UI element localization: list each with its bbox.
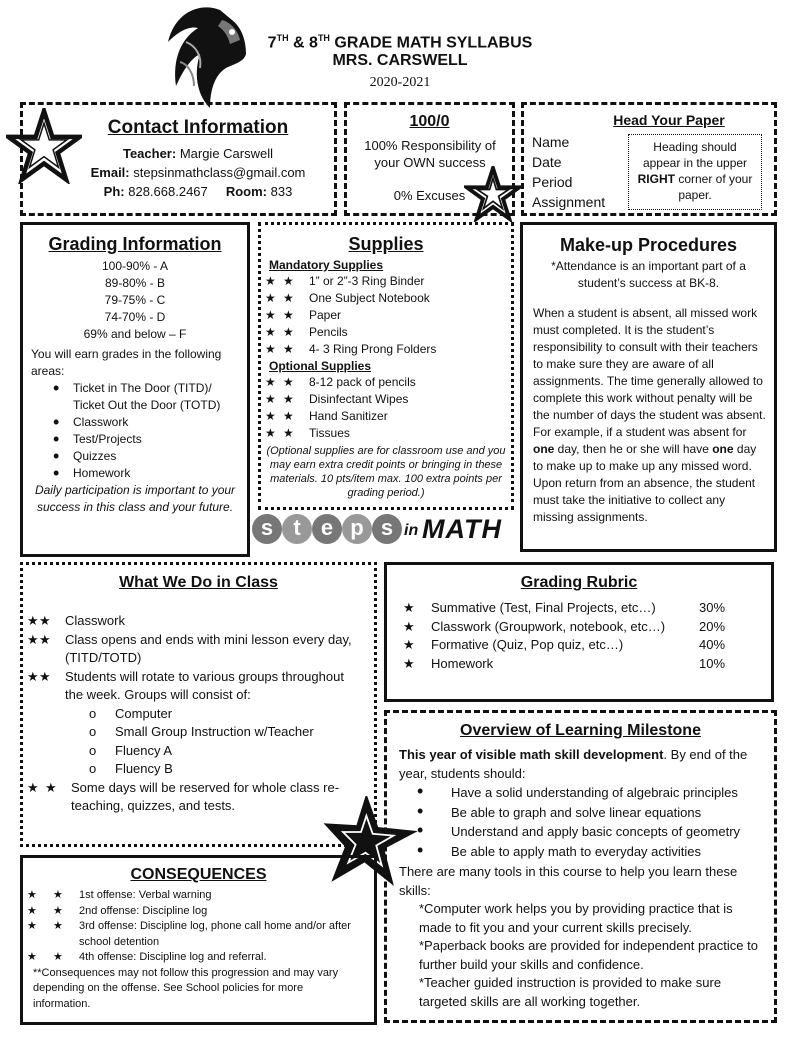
supplies-box	[258, 222, 514, 510]
consequences-note: **Consequences may not follow this progression and may vary depending on the offense. See School policies for more information.	[33, 966, 339, 1010]
consequences-title: CONSEQUENCES	[130, 866, 267, 883]
rubric-row: ★ Summative (Test, Final Projects, etc…) 30%	[403, 600, 726, 615]
list-item: o Fluency B	[23, 760, 362, 779]
mandatory-supplies-list	[261, 273, 511, 358]
list-item: • Quizzes	[23, 448, 239, 465]
responsibility-title: 100/0	[409, 113, 450, 130]
list-item: • Be able to graph and solve linear equations	[387, 803, 774, 823]
star-icon	[464, 166, 522, 222]
rubric-row: ★ Classwork (Groupwork, notebook, etc…) 20%	[403, 618, 726, 634]
grade-scale-row: 89-80% - B	[104, 276, 166, 290]
list-item: • Understand and apply basic concepts of geometry	[387, 822, 774, 842]
logo-letter: s	[252, 514, 282, 544]
logo-letter: e	[312, 514, 342, 544]
list-item: ★ ★ One Subject Notebook	[261, 290, 511, 307]
contact-title: Contact Information	[107, 117, 289, 138]
milestone-tool: *Paperback books are provided for independent practice to further build your skills and confidence.	[419, 938, 758, 972]
list-item: ★ ★ Hand Sanitizer	[261, 408, 511, 425]
optional-supplies-label: Optional Supplies	[269, 359, 372, 373]
list-item: • Homework	[23, 465, 239, 482]
grading-rubric-box	[384, 562, 774, 702]
grade-scale-row: 79-75% - C	[104, 293, 166, 307]
rubric-title: Grading Rubric	[520, 574, 638, 591]
teacher-title: MRS. CARSWELL	[332, 52, 468, 69]
rubric-row: ★ Formative (Quiz, Pop quiz, etc…) 40%	[403, 637, 726, 652]
grade-scale-row: 100-90% - A	[101, 259, 169, 273]
milestone-box	[384, 710, 777, 1023]
school-year: 2020-2021	[369, 75, 431, 90]
list-item: ★ ★ Some days will be reserved for whole class re-teaching, quizzes, and tests.	[23, 779, 362, 816]
supplies-title: Supplies	[348, 234, 424, 254]
contact-phone-room: Ph: 828.668.2467 Room: 833	[103, 184, 293, 199]
list-item: ★ ★ Pencils	[261, 324, 511, 341]
optional-supplies-list	[261, 374, 511, 442]
list-item: ★ ★ 2nd offense: Discipline log	[23, 904, 366, 920]
list-item: • Test/Projects	[23, 431, 239, 448]
makeup-intro: *Attendance is an important part of a student’s success at BK-8.	[551, 259, 746, 290]
milestone-intro: This year of visible math skill development. By end of the year, students should:	[399, 747, 748, 781]
makeup-box	[520, 222, 777, 552]
list-item: ★ ★ Paper	[261, 307, 511, 324]
head-paper-item: Period	[532, 174, 573, 190]
head-paper-item: Date	[532, 154, 562, 170]
responsibility-text: 100% Responsibility of your OWN success	[364, 138, 496, 170]
list-item: ★ ★ Tissues	[261, 425, 511, 442]
head-paper-item: Assignment	[532, 194, 606, 210]
mandatory-supplies-label: Mandatory Supplies	[269, 258, 384, 272]
list-item: • Ticket in The Door (TITD)/ Ticket Out the Door (TOTD)	[23, 380, 239, 414]
grade-scale-row: 74-70% - D	[104, 310, 166, 324]
milestone-goals	[387, 783, 774, 861]
steps-in-math-logo	[252, 512, 522, 552]
contact-email[interactable]: Email: stepsinmathclass@gmail.com	[90, 165, 306, 180]
milestone-tool: *Computer work helps you by providing practice that is made to fit you and your current skills precisely.	[419, 901, 733, 935]
list-item: ★ ★ 8-12 pack of pencils	[261, 374, 511, 391]
list-item: ★ ★ Class opens and ends with mini lesson every day, (TITD/TOTD)	[23, 631, 362, 668]
consequences-list	[23, 888, 374, 966]
grading-info-title: Grading Information	[48, 234, 222, 254]
makeup-body: When a student is absent, all missed work must completed. It is the student’s responsibility to consult with their teachers to make sure they are aware of all assignments. The time generally allowed to complete this work without penalty will be the number of days the student was absent. For example, if a student was absent for one day, then he or she will have one day to make up to make up any missed word. Upon return from an absence, the student must take the initiative to collect any missing assignments.	[533, 306, 766, 524]
head-paper-item: Name	[532, 134, 570, 150]
head-paper-items	[532, 132, 605, 212]
grading-areas-list	[23, 380, 247, 482]
list-item: • Have a solid understanding of algebraic principles	[387, 783, 774, 803]
class-title: What We Do in Class	[119, 574, 278, 591]
grading-intro: You will earn grades in the following areas:	[31, 347, 222, 378]
list-item: ★ ★ 1” or 2”-3 Ring Binder	[261, 273, 511, 290]
logo-letter: p	[342, 514, 372, 544]
grading-info-box	[20, 222, 250, 557]
logo-math: MATH	[422, 514, 502, 544]
head-paper-note: Heading should appear in the upper RIGHT corner of your paper.	[628, 134, 762, 210]
milestone-title: Overview of Learning Milestone	[460, 722, 701, 739]
logo-letter: s	[372, 514, 402, 544]
makeup-title: Make-up Procedures	[559, 235, 738, 255]
list-item: • Classwork	[23, 414, 239, 431]
list-item: ★ ★ Students will rotate to various groups throughout the week. Groups will consist of:	[23, 668, 362, 705]
grade-scale	[23, 258, 247, 343]
list-item: • Be able to apply math to everyday activities	[387, 842, 774, 862]
list-item: ★ ★ 4- 3 Ring Prong Folders	[261, 341, 511, 358]
class-list	[23, 612, 374, 816]
list-item: ★ ★ 4th offense: Discipline log and referral.	[23, 950, 366, 966]
list-item: o Computer	[23, 705, 362, 724]
milestone-tool: *Teacher guided instruction is provided to make sure targeted skills are all working together.	[419, 975, 722, 1009]
list-item: ★ ★ Classwork	[23, 612, 362, 631]
logo-in: in	[404, 522, 419, 539]
head-paper-box	[521, 102, 777, 216]
logo-letter: t	[282, 514, 312, 544]
list-item: o Fluency A	[23, 742, 362, 761]
rubric-rows	[403, 599, 733, 673]
list-item: ★ ★ Disinfectant Wipes	[261, 391, 511, 408]
excuses-text: 0% Excuses	[393, 188, 466, 203]
star-icon	[6, 108, 82, 184]
contact-teacher: Teacher: Margie Carswell	[122, 146, 274, 161]
head-paper-title: Head Your Paper	[613, 112, 725, 128]
participation-note: Daily participation is important to your success in this class and your future.	[34, 483, 236, 514]
milestone-tools: There are many tools in this course to help you learn these skills:	[399, 864, 738, 898]
list-item: o Small Group Instruction w/Teacher	[23, 723, 362, 742]
rubric-row: ★ Homework 10%	[403, 655, 726, 671]
supplies-note: (Optional supplies are for classroom use and you may earn extra credit points or bringing in these materials. 10 pts/item max. 100 extra points per grading period.)	[266, 445, 506, 499]
grade-scale-row: 69% and below – F	[83, 327, 187, 341]
list-item: ★ ★ 1st offense: Verbal warning	[23, 888, 366, 904]
eagle-mascot-icon	[160, 2, 250, 112]
syllabus-title: 7TH & 8TH GRADE MATH SYLLABUS	[267, 33, 533, 52]
consequences-box	[20, 855, 377, 1025]
list-item: ★ ★ 3rd offense: Discipline log, phone call home and/or after school detention	[23, 919, 366, 950]
